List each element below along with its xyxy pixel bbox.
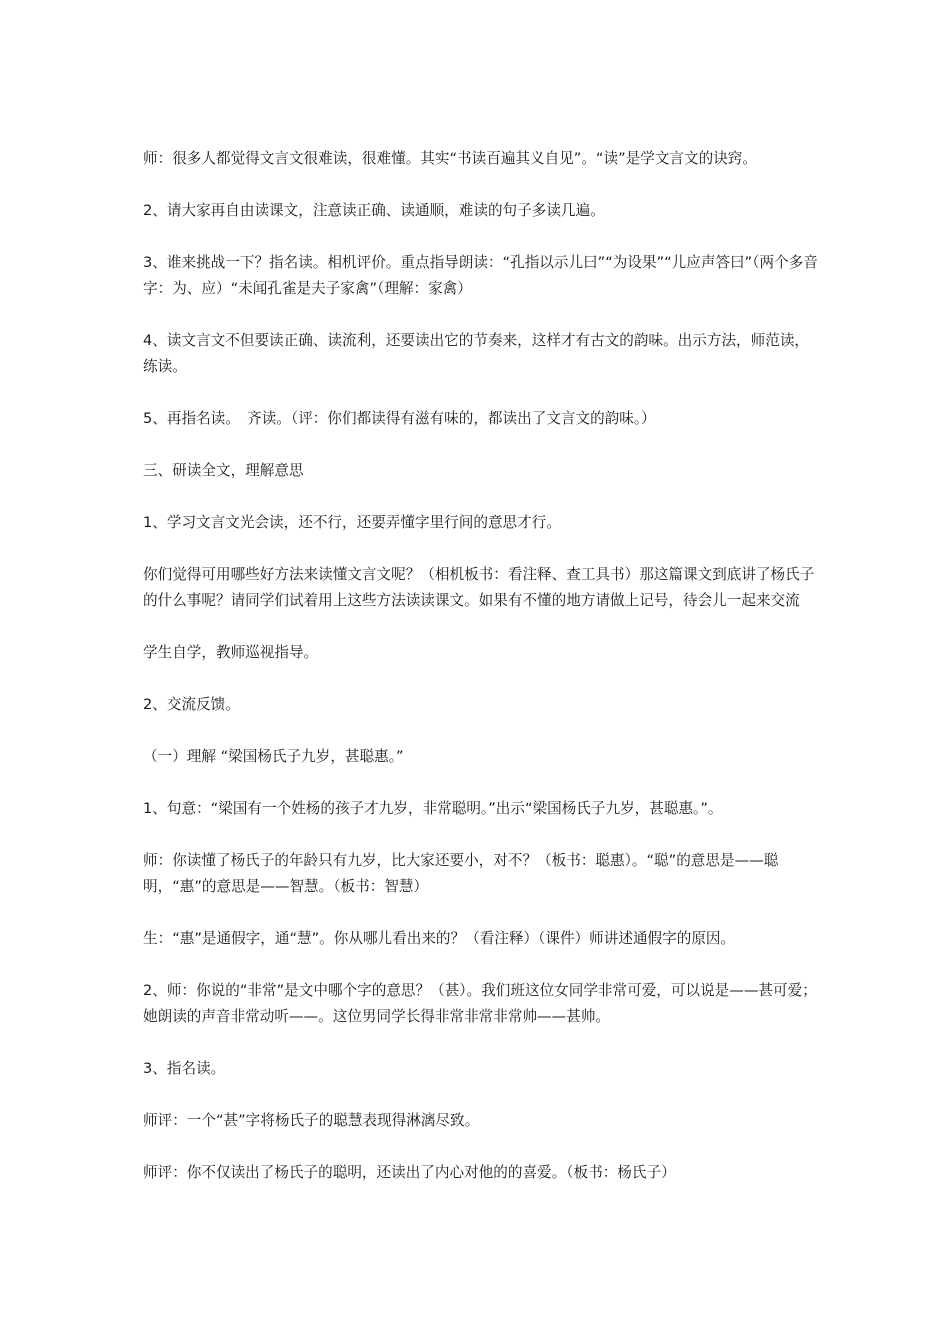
paragraph-1: 师：很多人都觉得文言文很难读，很难懂。其实“书读百遍其义自见”。“读”是学文言文的诀窍。 xyxy=(143,150,757,167)
paragraph-2: 2、请大家再自由读课文，注意读正确、读通顺，难读的句子多读几遍。 xyxy=(143,202,605,219)
paragraph-17: 师评：一个“甚”字将杨氏子的聪慧表现得淋漓尽致。 xyxy=(143,1112,480,1129)
paragraph-12: 1、句意：“梁国有一个姓杨的孩子才九岁，非常聪明。”出示“梁国杨氏子九岁，甚聪惠。”。 xyxy=(143,800,723,817)
paragraph-13: 师：你读懂了杨氏子的年龄只有九岁，比大家还要小，对不？（板书：聪惠）。“聪”的意思是——聪明，“惠”的意思是——智慧。（板书：智慧） xyxy=(143,852,779,895)
paragraph-8: 你们觉得可用哪些好方法来读懂文言文呢？（相机板书：看注释、查工具书）那这篇课文到底讲了杨氏子的什么事呢？请同学们试着用上这些方法读读课文。如果有不懂的地方请做上记号，待会儿一起来交流 xyxy=(143,566,815,609)
section-heading: 三、研读全文，理解意思 xyxy=(143,462,304,479)
paragraph-7: 1、学习文言文光会读，还不行，还要弄懂字里行间的意思才行。 xyxy=(143,514,561,531)
document-body xyxy=(143,146,823,1212)
subsection-heading: （一）理解 “梁国杨氏子九岁，甚聪惠。” xyxy=(143,748,404,765)
paragraph-4: 4、读文言文不但要读正确、读流利，还要读出它的节奏来，这样才有古文的韵味。出示方法，师范读，练读。 xyxy=(143,332,810,375)
paragraph-18: 师评：你不仅读出了杨氏子的聪明，还读出了内心对他的的喜爱。（板书：杨氏子） xyxy=(143,1164,676,1181)
paragraph-10: 2、交流反馈。 xyxy=(143,696,240,713)
paragraph-3: 3、谁来挑战一下？指名读。相机评价。重点指导朗读：“孔指以示儿曰”“为设果”“儿应声答曰”（两个多音字：为、应）“未闻孔雀是夫子家禽”（理解：家禽） xyxy=(143,254,818,297)
paragraph-16: 3、指名读。 xyxy=(143,1060,226,1077)
paragraph-5: 5、再指名读。 齐读。（评：你们都读得有滋有味的，都读出了文言文的韵味。） xyxy=(143,410,656,427)
paragraph-14: 生：“惠”是通假字，通“慧”。你从哪儿看出来的？（看注释）（课件）师讲述通假字的原因。 xyxy=(143,930,736,947)
paragraph-9: 学生自学，教师巡视指导。 xyxy=(143,644,319,661)
paragraph-15: 2、师：你说的“非常”是文中哪个字的意思？（甚）。我们班这位女同学非常可爱，可以说是——甚可爱；她朗读的声音非常动听——。这位男同学长得非常非常非常帅——甚帅。 xyxy=(143,982,817,1025)
